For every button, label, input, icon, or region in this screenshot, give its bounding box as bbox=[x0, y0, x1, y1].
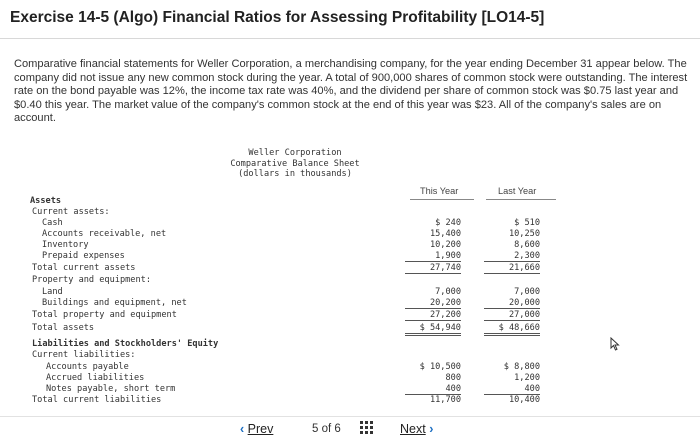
balance-sheet bbox=[0, 146, 700, 405]
next-button[interactable] bbox=[400, 422, 433, 436]
value-last-year: $ 510 bbox=[514, 218, 540, 228]
value-this-year: 20,200 bbox=[405, 298, 461, 309]
value-last-year: 7,000 bbox=[514, 287, 540, 297]
row-label: Notes payable, short term bbox=[46, 384, 176, 394]
page-title: Exercise 14-5 (Algo) Financial Ratios for Assessing Profitability [LO14-5] bbox=[10, 9, 545, 26]
page-of: of bbox=[321, 423, 332, 435]
row-label: Inventory bbox=[42, 240, 89, 250]
column-header-this-year: This Year bbox=[420, 186, 459, 196]
value-last-year: 10,250 bbox=[508, 229, 540, 239]
row-label: Total current assets bbox=[32, 263, 136, 273]
value-this-year: 10,200 bbox=[429, 240, 461, 250]
value-this-year: 800 bbox=[445, 373, 461, 383]
page-total: 6 bbox=[334, 423, 341, 435]
statement-name: Comparative Balance Sheet bbox=[230, 158, 360, 169]
value-last-year: 10,400 bbox=[508, 395, 540, 405]
value-this-year: 27,200 bbox=[405, 310, 461, 321]
row-label: Cash bbox=[42, 218, 63, 228]
value-this-year: 27,740 bbox=[405, 263, 461, 274]
chevron-left-icon: ‹ bbox=[240, 422, 245, 436]
chevron-right-icon: › bbox=[429, 422, 434, 436]
value-this-year: $ 240 bbox=[435, 218, 461, 228]
statement-header bbox=[220, 148, 370, 180]
prev-button[interactable] bbox=[240, 422, 273, 436]
row-label: Accounts payable bbox=[46, 362, 129, 372]
row-label: Current assets: bbox=[32, 207, 110, 217]
value-last-year: 1,200 bbox=[514, 373, 540, 383]
company-name: Weller Corporation bbox=[248, 148, 342, 158]
value-last-year: 400 bbox=[484, 384, 540, 395]
value-this-year: 7,000 bbox=[435, 287, 461, 297]
row-label: Liabilities and Stockholders' Equity bbox=[32, 339, 219, 349]
value-this-year: 400 bbox=[405, 384, 461, 395]
row-label: Current liabilities: bbox=[32, 350, 136, 360]
value-this-year: $ 54,940 bbox=[405, 323, 461, 336]
row-label: Accrued liabilities bbox=[46, 373, 145, 383]
prev-label: Prev bbox=[247, 422, 274, 436]
mouse-cursor-icon bbox=[610, 337, 620, 351]
value-last-year: 20,000 bbox=[484, 298, 540, 309]
row-label: Accounts receivable, net bbox=[42, 229, 167, 239]
question-navigation bbox=[0, 416, 700, 442]
page-current: 5 bbox=[312, 423, 319, 435]
row-label: Assets bbox=[30, 196, 62, 206]
value-last-year: $ 8,800 bbox=[503, 362, 540, 372]
problem-intro: Comparative financial statements for Weller Corporation, a merchandising company, for the year ending December 31 appear below. The company did not issue any new common stock during the year. A total of 900,000 shares of common stock were outstanding. The interest rate on the bond payable was 12%, the income tax rate was 40%, and the dividend per share of common stock was $0.75 last year and $0.40 this year. The market value of the company's common stock at the end of this year was $23. All of the company's sales are on account. bbox=[14, 58, 688, 125]
value-last-year: 8,600 bbox=[514, 240, 540, 250]
value-last-year: 2,300 bbox=[484, 251, 540, 262]
grid-icon[interactable] bbox=[360, 421, 374, 435]
column-rule bbox=[486, 199, 556, 200]
statement-units: (dollars in thousands) bbox=[238, 169, 352, 179]
row-label: Land bbox=[42, 287, 63, 297]
value-this-year: 11,700 bbox=[429, 395, 461, 405]
value-this-year: 1,900 bbox=[405, 251, 461, 262]
row-label: Buildings and equipment, net bbox=[42, 298, 187, 308]
value-last-year: $ 48,660 bbox=[484, 323, 540, 336]
title-bar bbox=[0, 0, 700, 39]
value-this-year: $ 10,500 bbox=[419, 362, 461, 372]
row-label: Prepaid expenses bbox=[42, 251, 125, 261]
row-label: Property and equipment: bbox=[32, 275, 151, 285]
page-indicator bbox=[312, 423, 341, 435]
row-label: Total current liabilities bbox=[32, 395, 162, 405]
row-label: Total property and equipment bbox=[32, 310, 177, 320]
next-label: Next bbox=[400, 422, 426, 436]
column-header-last-year: Last Year bbox=[498, 186, 537, 196]
row-label: Total assets bbox=[32, 323, 95, 333]
column-rule bbox=[410, 199, 474, 200]
value-this-year: 15,400 bbox=[429, 229, 461, 239]
value-last-year: 27,000 bbox=[484, 310, 540, 321]
value-last-year: 21,660 bbox=[484, 263, 540, 274]
